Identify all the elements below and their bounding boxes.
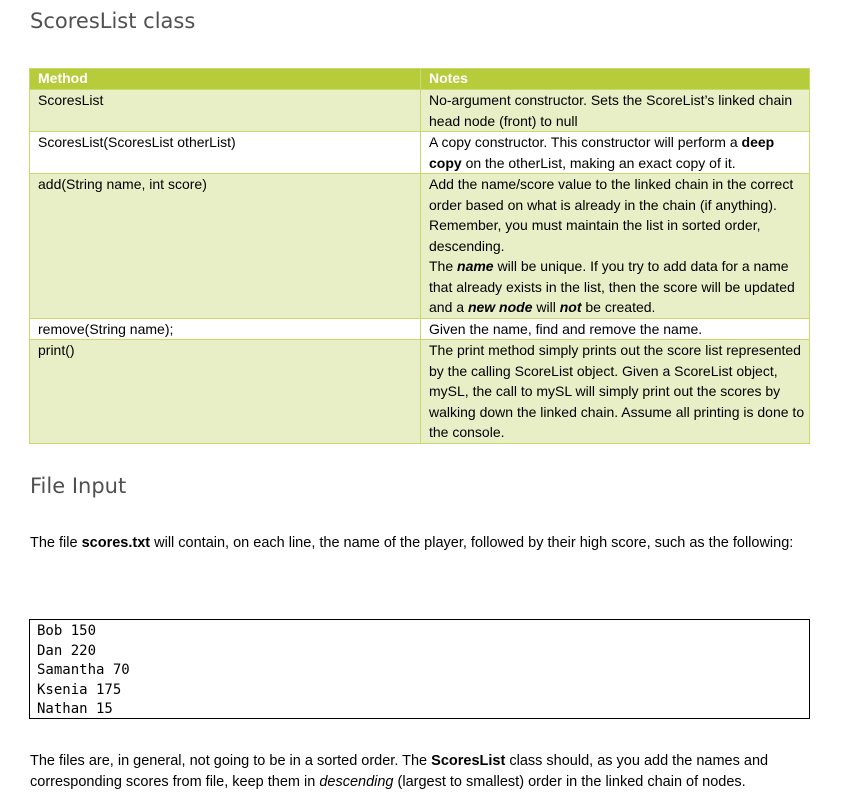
table-row <box>30 174 810 319</box>
code-line: Ksenia 175 <box>37 681 122 698</box>
table-row <box>30 318 810 340</box>
notes-cell: A copy constructor. This constructor will perform a deep copy on the otherList, making an exact copy of it. <box>421 132 810 174</box>
file-input-outro: The files are, in general, not going to be in a sorted order. The ScoresList class should, as you add the names and corresponding scores from file, keep them in descending (largest to smallest) order in the linked chain of nodes. <box>30 753 769 790</box>
table-row <box>30 132 810 174</box>
method-cell: remove(String name); <box>30 318 421 340</box>
notes-cell: Add the name/score value to the linked chain in the correct order based on what is already in the chain (if anything). Remember, you must maintain the list in sorted order, descending. The name will be unique. If you try to add data for a name that already exists in the list, then the score will be updated and a new node will not be created. <box>421 174 810 319</box>
notes-cell: No-argument constructor. Sets the ScoreList’s linked chain head node (front) to null <box>421 90 810 132</box>
code-line: Bob 150 <box>37 623 97 639</box>
method-cell: ScoresList(ScoresList otherList) <box>30 132 421 174</box>
header-method: Method <box>30 69 421 90</box>
table-row <box>30 340 810 444</box>
notes-cell: Given the name, find and remove the name. <box>421 318 810 340</box>
methods-table <box>29 68 810 444</box>
method-cell: add(String name, int score) <box>30 174 421 319</box>
table-row <box>30 90 810 132</box>
notes-cell: The print method simply prints out the score list represented by the calling ScoreList object. Given a ScoreList object, mySL, the call to mySL will simply print out the scores by walking down the linked chain. Assume all printing is done to the console. <box>421 340 810 444</box>
code-line: Dan 220 <box>37 642 97 659</box>
code-line: Samantha 70 <box>37 662 130 679</box>
table-header-row <box>30 69 810 90</box>
file-input-heading: File Input <box>30 474 127 498</box>
scores-file-example <box>29 619 810 719</box>
page-title: ScoresList class <box>30 9 196 33</box>
method-cell: print() <box>30 340 421 444</box>
methods-table-body <box>30 90 810 444</box>
header-notes: Notes <box>421 69 810 90</box>
method-cell: ScoresList <box>30 90 421 132</box>
file-input-intro: The file scores.txt will contain, on each line, the name of the player, followed by their high score, such as the following: <box>30 535 794 551</box>
code-line: Nathan 15 <box>37 701 113 718</box>
